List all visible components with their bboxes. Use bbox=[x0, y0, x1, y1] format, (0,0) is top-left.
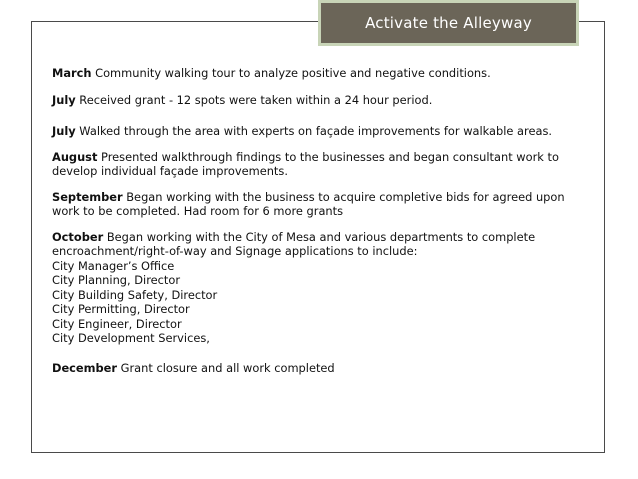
timeline-entry-august bbox=[52, 150, 592, 179]
entry-month: March bbox=[52, 66, 92, 80]
entry-text: Received grant - 12 spots were taken within a 24 hour period. bbox=[75, 92, 433, 107]
entry-month: July bbox=[52, 92, 76, 107]
october-list-item: City Building Safety, Director bbox=[52, 287, 218, 302]
slide-title: Activate the Alleyway bbox=[365, 14, 532, 32]
timeline-entry-march bbox=[52, 66, 592, 81]
timeline-entry-july-2 bbox=[52, 124, 592, 139]
october-list-item: City Development Services, bbox=[52, 331, 210, 345]
entry-text: Walked through the area with experts on façade improvements for walkable areas. bbox=[75, 124, 553, 138]
entry-month: July bbox=[52, 124, 76, 138]
entry-text: Began working with the business to acquire completive bids for agreed upon work to be completed. Had room for 6 more grants bbox=[52, 189, 565, 218]
entry-text: Began working with the City of Mesa and various departments to complete encroachment/right-of-way and Signage applications to include: bbox=[52, 229, 536, 258]
entry-month: December bbox=[52, 360, 118, 375]
entry-month: October bbox=[52, 229, 104, 244]
october-list-item: City Planning, Director bbox=[52, 273, 181, 287]
title-box bbox=[318, 0, 579, 46]
timeline-entry-september bbox=[52, 190, 592, 219]
entry-text: Community walking tour to analyze positive and negative conditions. bbox=[91, 66, 491, 80]
entry-month: August bbox=[52, 149, 98, 164]
timeline-entry-october bbox=[52, 230, 592, 346]
entry-month: September bbox=[52, 189, 123, 204]
october-list-item: City Engineer, Director bbox=[52, 316, 182, 331]
october-list-item: City Manager’s Office bbox=[52, 258, 175, 273]
entry-text: Grant closure and all work completed bbox=[117, 360, 335, 375]
timeline-entry-december bbox=[52, 361, 592, 376]
timeline-content bbox=[52, 66, 592, 375]
october-list-item: City Permitting, Director bbox=[52, 302, 190, 316]
timeline-entry-july-1 bbox=[52, 93, 592, 108]
entry-text: Presented walkthrough findings to the businesses and began consultant work to develop individual façade improvements. bbox=[52, 149, 559, 178]
